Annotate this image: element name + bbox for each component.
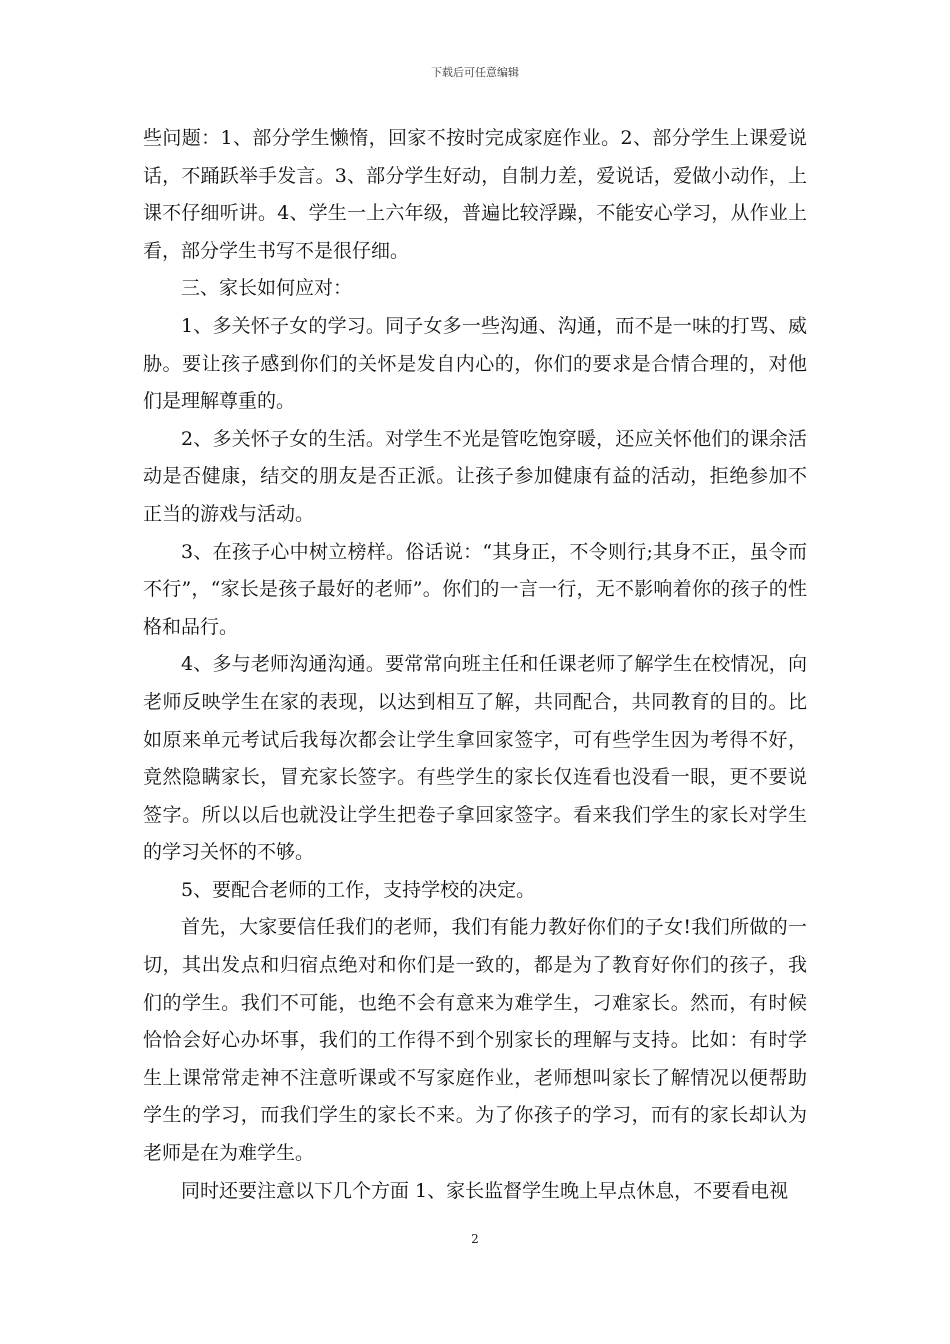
page-number: 2: [471, 1232, 479, 1246]
paragraph-item-4: 4、多与老师沟通沟通。要常常向班主任和任课老师了解学生在校情况，向老师反映学生在家的表现，以达到相互了解，共同配合，共同教育的目的。比如原来单元考试后我每次都会让学生拿回家签字，可有些学生因为考得不好，竟然隐瞒家长，冒充家长签字。有些学生的家长仅连看也没看一眼，更不要说签字。所以以后也就没让学生把卷子拿回家签字。看来我们学生的家长对学生的学习关怀的不够。: [143, 653, 807, 864]
paragraph-item-3: 3、在孩子心中树立榜样。俗话说：“其身正，不令则行;其身不正，虽令而不行”，“家长是孩子最好的老师”。你们的一言一行，无不影响着你的孩子的性格和品行。: [143, 540, 807, 638]
paragraph-first-trust: 首先，大家要信任我们的老师，我们有能力教好你们的子女!我们所做的一切，其出发点和归宿点绝对和你们是一致的，都是为了教育好你们的孩子，我们的学生。我们不可能，也绝不会有意来为难学生，刁难家长。然而，有时候恰恰会好心办坏事，我们的工作得不到个别家长的理解与支持。比如：有时学生上课常常走神不注意听课或不写家庭作业，老师想叫家长了解情况以便帮助学生的学习，而我们学生的家长不来。为了你孩子的学习，而有的家长却认为老师是在为难学生。: [143, 916, 807, 1165]
paragraph-item-1: 1、多关怀子女的学习。同子女多一些沟通、沟通，而不是一味的打骂、威胁。要让孩子感到你们的关怀是发自内心的，你们的要求是合情合理的，对他们是理解尊重的。: [143, 314, 807, 413]
paragraph-item-2: 2、多关怀子女的生活。对学生不光是管吃饱穿暖，还应关怀他们的课余活动是否健康，结交的朋友是否正派。让孩子参加健康有益的活动，拒绝参加不正当的游戏与活动。: [143, 427, 807, 525]
section-heading-parent-response: 三、家长如何应对：: [181, 277, 353, 300]
paragraph-item-5: 5、要配合老师的工作，支持学校的决定。: [181, 878, 536, 901]
page-header: 下载后可任意编辑: [431, 66, 519, 79]
document-body: [143, 120, 807, 1210]
paragraph-problems: 些问题：1、部分学生懒惰，回家不按时完成家庭作业。2、部分学生上课爱说话，不踊跃举手发言。3、部分学生好动，自制力差，爱说话，爱做小动作，上课不仔细听讲。4、学生一上六年级，普遍比较浮躁，不能安心学习，从作业上看，部分学生书写不是很仔细。: [143, 127, 807, 262]
paragraph-also-note: 同时还要注意以下几个方面 1、家长监督学生晚上早点休息，不要看电视: [181, 1179, 789, 1202]
